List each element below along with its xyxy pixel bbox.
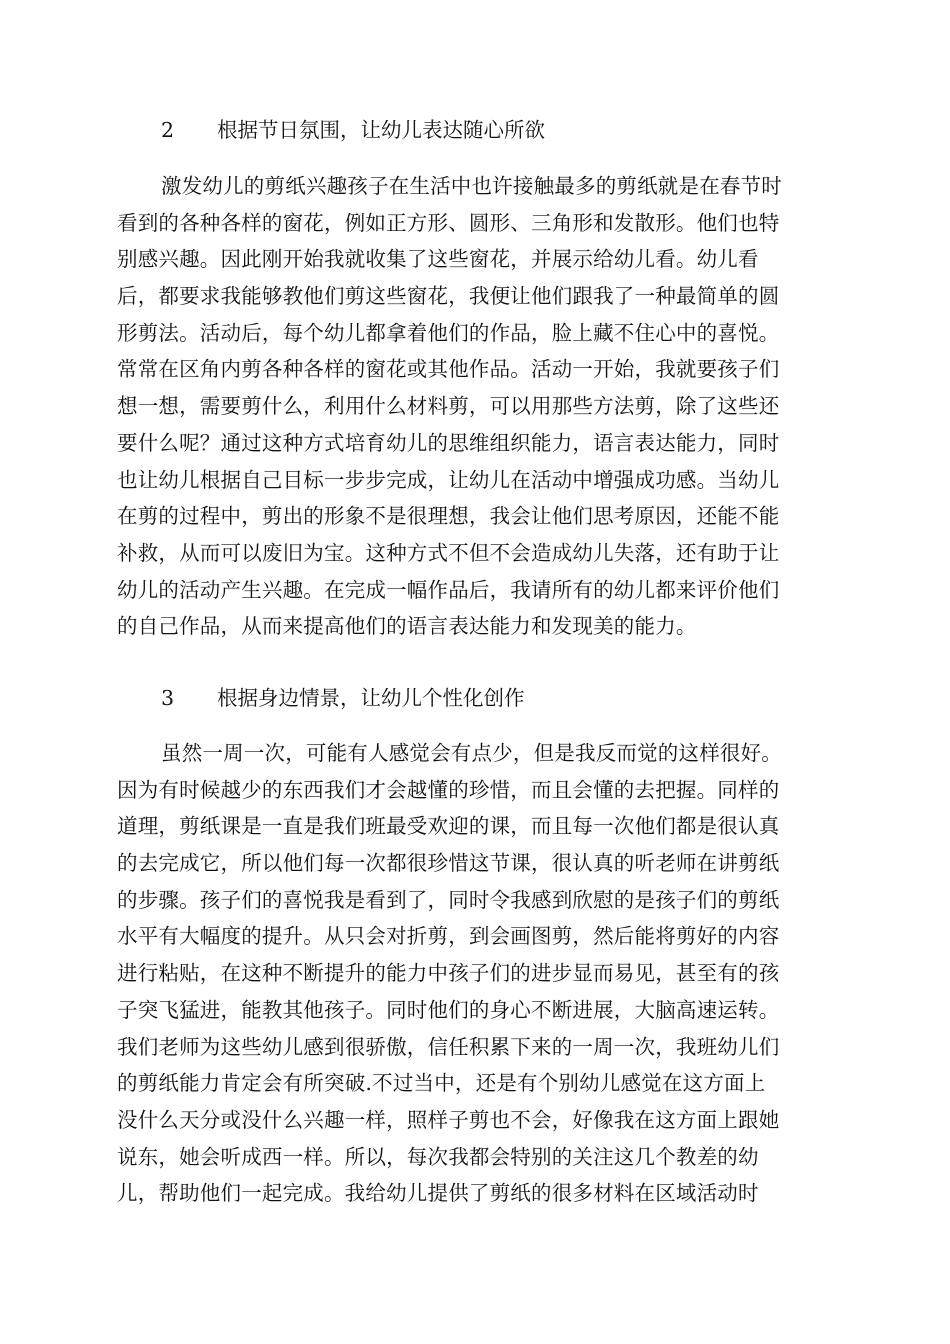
paragraph-line: 儿，帮助他们一起完成。我给幼儿提供了剪纸的很多材料在区域活动时 xyxy=(117,1181,759,1206)
paragraph-line: 进行粘贴，在这种不断提升的能力中孩子们的进步显而易见，甚至有的孩 xyxy=(117,961,780,986)
paragraph-line: 想一想，需要剪什么，利用什么材料剪，可以用那些方法剪，除了这些还 xyxy=(117,394,780,419)
section-2-heading xyxy=(117,115,837,145)
paragraph-line: 因为有时候越少的东西我们才会越懂的珍惜，而且会懂的去把握。同样的 xyxy=(117,777,780,802)
section-3-title: 根据身边情景，让幼儿个性化创作 xyxy=(217,686,525,710)
paragraph-line: 后，都要求我能够教他们剪这些窗花，我便让他们跟我了一种最简单的圆 xyxy=(117,284,780,309)
paragraph-line: 别感兴趣。因此刚开始我就收集了这些窗花，并展示给幼儿看。幼儿看 xyxy=(117,247,759,272)
section-3-number: 3 xyxy=(161,686,175,710)
paragraph-line: 激发幼儿的剪纸兴趣孩子在生活中也许接触最多的剪纸就是在春节时 xyxy=(161,174,782,198)
paragraph-line: 也让幼儿根据自己目标一步步完成，让幼儿在活动中增强成功感。当幼儿 xyxy=(117,467,780,492)
paragraph-line: 我们老师为这些幼儿感到很骄傲，信任积累下来的一周一次，我班幼儿们 xyxy=(117,1034,780,1059)
section-3-paragraph xyxy=(117,735,837,1212)
paragraph-line: 的步骤。孩子们的喜悦我是看到了，同时令我感到欣慰的是孩子们的剪纸 xyxy=(117,887,780,912)
section-2-title: 根据节日氛围，让幼儿表达随心所欲 xyxy=(217,118,545,142)
paragraph-line: 形剪法。活动后，每个幼儿都拿着他们的作品，脸上藏不住心中的喜悦。 xyxy=(117,320,780,345)
paragraph-line: 幼儿的活动产生兴趣。在完成一幅作品后，我请所有的幼儿都来评价他们 xyxy=(117,577,780,602)
paragraph-line: 水平有大幅度的提升。从只会对折剪，到会画图剪，然后能将剪好的内容 xyxy=(117,924,780,949)
paragraph-line: 子突飞猛进，能教其他孩子。同时他们的身心不断进展，大脑高速运转。 xyxy=(117,997,780,1022)
paragraph-line: 道理，剪纸课是一直是我们班最受欢迎的课，而且每一次他们都是很认真 xyxy=(117,814,780,839)
section-2-paragraph xyxy=(117,168,837,645)
paragraph-line: 说东，她会听成西一样。所以，每次我都会特别的关注这几个教差的幼 xyxy=(117,1144,759,1169)
paragraph-line: 虽然一周一次，可能有人感觉会有点少，但是我反而觉的这样很好。 xyxy=(161,741,782,765)
paragraph-line: 常常在区角内剪各种各样的窗花或其他作品。活动一开始，我就要孩子们 xyxy=(117,357,780,382)
section-3-heading xyxy=(117,683,837,713)
paragraph-line: 在剪的过程中，剪出的形象不是很理想，我会让他们思考原因，还能不能 xyxy=(117,504,780,529)
paragraph-line: 的剪纸能力肯定会有所突破.不过当中，还是有个别幼儿感觉在这方面上 xyxy=(117,1071,766,1096)
paragraph-line: 补救，从而可以废旧为宝。这种方式不但不会造成幼儿失落，还有助于让 xyxy=(117,540,780,565)
paragraph-line: 的自己作品，从而来提高他们的语言表达能力和发现美的能力。 xyxy=(117,614,697,639)
section-2-number: 2 xyxy=(161,118,175,142)
paragraph-line: 没什么天分或没什么兴趣一样，照样子剪也不会，好像我在这方面上跟她 xyxy=(117,1107,780,1132)
paragraph-line: 看到的各种各样的窗花，例如正方形、圆形、三角形和发散形。他们也特 xyxy=(117,210,780,235)
paragraph-line: 要什么呢？通过这种方式培育幼儿的思维组织能力，语言表达能力，同时 xyxy=(117,430,780,455)
paragraph-line: 的去完成它，所以他们每一次都很珍惜这节课，很认真的听老师在讲剪纸 xyxy=(117,851,780,876)
